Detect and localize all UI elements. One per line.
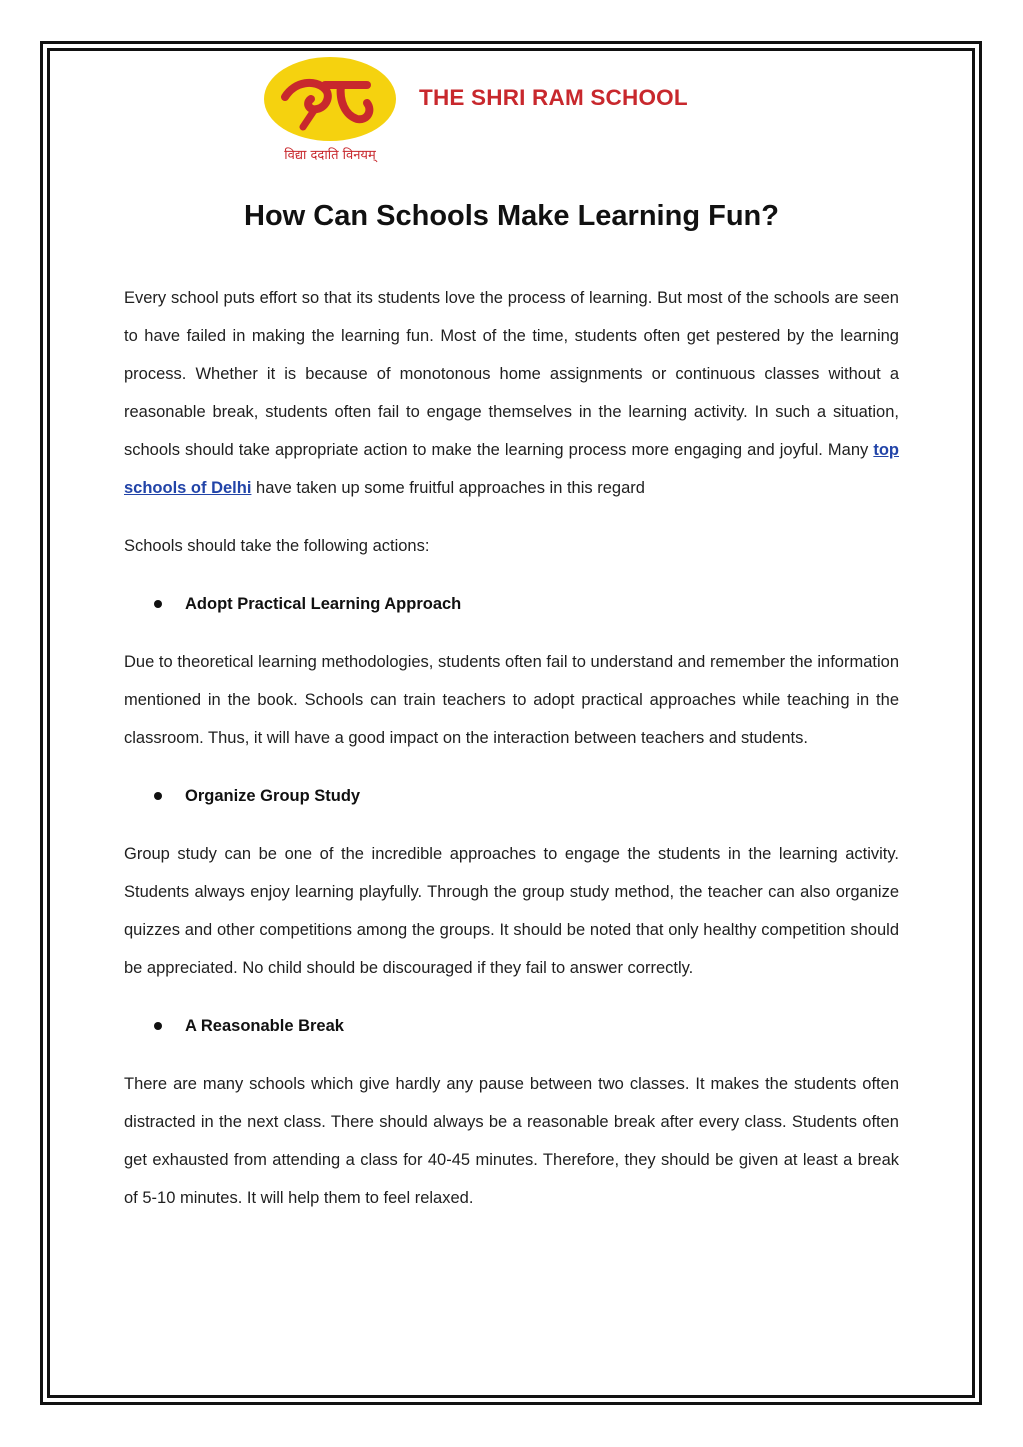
page-title: How Can Schools Make Learning Fun?: [244, 200, 779, 232]
section-heading: Organize Group Study: [154, 777, 899, 815]
section-paragraph: Due to theoretical learning methodologies, students often fail to understand and remember the information mentioned in the book. Schools can train teachers to adopt practical approaches while teaching in the classroom. Thus, it will have a good impact on the interaction between teachers and students.: [124, 653, 899, 747]
bullet-icon: [154, 1022, 162, 1030]
section-heading: A Reasonable Break: [154, 1007, 899, 1045]
section-paragraph: Group study can be one of the incredible approaches to engage the students in the learning activity. Students always enjoy learning playfully. Through the group study method, the teacher can also organize quizzes and other competitions among the groups. It should be noted that only healthy competition should be appreciated. No child should be discouraged if they fail to answer correctly.: [124, 845, 899, 977]
school-logo: [255, 55, 405, 167]
school-header: [255, 55, 785, 167]
top-schools-link[interactable]: top schools of Delhi: [124, 441, 899, 497]
section-paragraph: There are many schools which give hardly any pause between two classes. It makes the students often distracted in the next class. There should always be a reasonable break after every class. Students often get exhausted from attending a class for 40-45 minutes. Therefore, they should be given at least a break of 5-10 minutes. It will help them to feel relaxed.: [124, 1075, 899, 1207]
school-motto: विद्या ददाति विनयम्: [284, 148, 376, 163]
bullet-icon: [154, 792, 162, 800]
actions-intro: Schools should take the following actions:: [124, 537, 430, 555]
article-body: [124, 279, 899, 1237]
school-name: THE SHRI RAM SCHOOL: [419, 85, 688, 110]
intro-paragraph: Every school puts effort so that its students love the process of learning. But most of the schools are seen to have failed in making the learning fun. Most of the time, students often get pestered by the learning process. Whether it is because of monotonous home assignments or continuous classes without a reasonable break, students often fail to engage themselves in the learning activity. In such a situation, schools should take appropriate action to make the learning process more engaging and joyful. Many top schools of Delhi have taken up some fruitful approaches in this regard: [124, 289, 899, 497]
section-heading: Adopt Practical Learning Approach: [154, 585, 899, 623]
bullet-icon: [154, 600, 162, 608]
